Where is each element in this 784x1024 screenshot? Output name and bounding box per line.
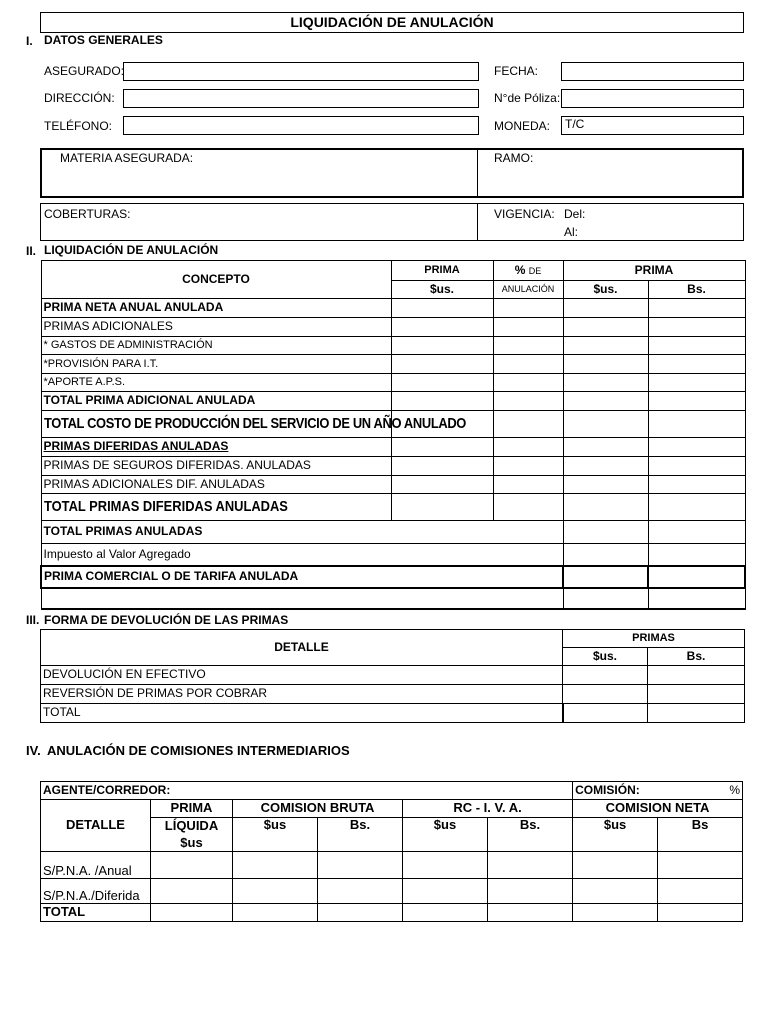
row-label: * GASTOS DE ADMINISTRACIÓN (41, 337, 391, 355)
cell[interactable] (648, 494, 745, 521)
table-row (41, 392, 745, 411)
cell[interactable] (563, 438, 648, 457)
cell[interactable] (151, 879, 233, 904)
label-asegurado: ASEGURADO: (44, 64, 125, 78)
cell[interactable] (648, 588, 745, 609)
cell[interactable] (648, 666, 745, 685)
cell[interactable] (563, 457, 648, 476)
comision-label: COMISIÓN: (575, 782, 640, 797)
header-prima-us: $us (180, 834, 203, 850)
cell[interactable] (563, 685, 648, 704)
empty-row-label (41, 588, 563, 609)
row-label: PRIMA NETA ANUAL ANULADA (41, 299, 391, 318)
header-bs: Bs. (648, 648, 745, 666)
header-prima-group: PRIMA (563, 261, 745, 281)
cell[interactable] (563, 566, 648, 588)
cell[interactable] (318, 904, 403, 922)
row-label: TOTAL (41, 904, 151, 922)
cell[interactable] (648, 355, 745, 374)
row-label: TOTAL PRIMA ADICIONAL ANULADA (41, 392, 391, 411)
cell[interactable] (151, 852, 233, 879)
table-row (41, 374, 745, 392)
cell[interactable] (391, 355, 493, 374)
cell[interactable] (493, 374, 563, 392)
cell[interactable] (563, 666, 648, 685)
cell[interactable] (403, 904, 488, 922)
label-materia[interactable]: MATERIA ASEGURADA: (60, 151, 194, 165)
poliza-field[interactable] (561, 89, 744, 108)
table-row (41, 904, 743, 922)
cell[interactable] (563, 704, 648, 723)
cell[interactable] (563, 374, 648, 392)
cell[interactable] (648, 521, 745, 544)
cell[interactable] (563, 588, 648, 609)
cell[interactable] (563, 299, 648, 318)
label-ramo[interactable]: RAMO: (494, 151, 534, 165)
header-pct (493, 261, 563, 281)
materia-ramo-divider (477, 148, 478, 198)
cell[interactable] (493, 299, 563, 318)
header-comision-neta: COMISION NETA (573, 800, 743, 818)
cell[interactable] (233, 852, 318, 879)
telefono-field[interactable] (123, 116, 479, 135)
cell[interactable] (391, 299, 493, 318)
row-label: PRIMAS DE SEGUROS DIFERIDAS. ANULADAS (41, 457, 391, 476)
table-row (41, 685, 745, 704)
table-row (41, 521, 745, 544)
header-rc-bs: Bs. (488, 818, 573, 852)
section-4-title: ANULACIÓN DE COMISIONES INTERMEDIARIOS (47, 743, 350, 758)
cell[interactable] (318, 879, 403, 904)
cell[interactable] (488, 879, 573, 904)
cell[interactable] (493, 494, 563, 521)
comision-pct: % (729, 782, 741, 797)
cell[interactable] (658, 852, 743, 879)
cell[interactable] (151, 904, 233, 922)
header-rc-iva: RC - I. V. A. (403, 800, 573, 818)
table-row (41, 879, 743, 904)
cell[interactable] (563, 411, 648, 438)
row-label: PRIMAS DIFERIDAS ANULADAS (41, 438, 391, 457)
devolucion-table (40, 629, 745, 723)
cell[interactable] (391, 392, 493, 411)
header-us: $us. (563, 648, 648, 666)
header-liquida: LÍQUIDA (164, 818, 219, 834)
row-label: *APORTE A.P.S. (41, 374, 391, 392)
header-prima: PRIMA (391, 261, 493, 281)
cell[interactable] (573, 879, 658, 904)
cell[interactable] (648, 476, 745, 494)
cell[interactable] (563, 392, 648, 411)
cell[interactable] (658, 904, 743, 922)
row-label-text: TOTAL COSTO DE PRODUCCIÓN DEL SERVICIO DE UN AÑO ANULADO (43, 414, 466, 432)
row-label (41, 411, 466, 438)
row-label-text: TOTAL PRIMAS DIFERIDAS ANULADAS (43, 497, 288, 515)
cell[interactable] (563, 521, 648, 544)
cell[interactable] (403, 879, 488, 904)
cell[interactable] (563, 318, 648, 337)
label-vigencia: VIGENCIA: (494, 207, 555, 221)
header-neta-us: $us (573, 818, 658, 852)
header-bs: Bs. (648, 281, 745, 299)
header-neta-bs: Bs (658, 818, 743, 852)
row-label (41, 494, 391, 521)
fecha-field[interactable] (561, 62, 744, 81)
cell[interactable] (648, 299, 745, 318)
cell[interactable] (648, 337, 745, 355)
label-telefono: TELÉFONO: (44, 119, 113, 133)
table-row (41, 666, 745, 685)
label-coberturas[interactable]: COBERTURAS: (44, 207, 131, 221)
table-row (41, 566, 745, 588)
comisiones-table (40, 781, 743, 922)
section-2-number: II. (26, 244, 37, 258)
section-1-title: DATOS GENERALES (44, 33, 163, 47)
table-row (41, 411, 745, 438)
header-bruta-bs: Bs. (318, 818, 403, 852)
cell[interactable] (488, 852, 573, 879)
cell[interactable] (391, 494, 493, 521)
cell[interactable] (391, 476, 493, 494)
cell[interactable] (648, 685, 745, 704)
pct-de: DE (528, 265, 542, 276)
table-row (41, 494, 745, 521)
cell[interactable] (493, 476, 563, 494)
row-label: TOTAL (41, 704, 563, 723)
cell[interactable] (493, 355, 563, 374)
section-4-number: IV. (26, 743, 41, 758)
liquidacion-table (40, 260, 746, 610)
section-3-number: III. (26, 613, 40, 627)
row-label: PRIMA COMERCIAL O DE TARIFA ANULADA (41, 566, 563, 588)
header-prima-us: $us. (391, 281, 493, 299)
moneda-value: T/C (565, 117, 585, 131)
label-del[interactable]: Del: (564, 207, 586, 221)
cell[interactable] (573, 852, 658, 879)
header-comision-bruta: COMISION BRUTA (233, 800, 403, 818)
cell[interactable] (493, 457, 563, 476)
row-label: Impuesto al Valor Agregado (41, 544, 563, 566)
row-label: *PROVISIÓN PARA I.T. (41, 355, 391, 374)
header-detalle: DETALLE (41, 630, 563, 666)
cell[interactable] (648, 566, 745, 588)
cell[interactable] (488, 904, 573, 922)
row-label: S/P.N.A./Diferida (41, 879, 151, 904)
cell[interactable] (648, 392, 745, 411)
row-label: S/P.N.A. /Anual (41, 852, 151, 879)
table-row (41, 438, 745, 457)
table-row (41, 457, 745, 476)
row-label: TOTAL PRIMAS ANULADAS (41, 521, 563, 544)
row-label: PRIMAS ADICIONALES (41, 318, 391, 337)
cell[interactable] (648, 704, 745, 723)
cell[interactable] (318, 852, 403, 879)
cell[interactable] (573, 904, 658, 922)
row-label: DEVOLUCIÓN EN EFECTIVO (41, 666, 563, 685)
label-poliza: N°de Póliza: (494, 91, 561, 105)
section-1-number: I. (26, 34, 33, 48)
cell[interactable] (493, 337, 563, 355)
header-concepto: CONCEPTO (41, 261, 391, 299)
page-title: LIQUIDACIÓN DE ANULACIÓN (290, 14, 494, 30)
header-anulacion: ANULACIÓN (493, 281, 563, 299)
header-bruta-us: $us (233, 818, 318, 852)
cell[interactable] (648, 544, 745, 566)
cell[interactable] (233, 904, 318, 922)
cell[interactable] (233, 879, 318, 904)
cell[interactable] (403, 852, 488, 879)
label-moneda: MONEDA: (494, 119, 551, 133)
cell[interactable] (658, 879, 743, 904)
header-detalle: DETALLE (41, 800, 151, 852)
table-row (41, 704, 745, 723)
cell[interactable] (493, 438, 563, 457)
cell[interactable] (391, 457, 493, 476)
cell[interactable] (391, 374, 493, 392)
cell[interactable] (563, 476, 648, 494)
coberturas-box (40, 203, 744, 241)
cell[interactable] (493, 411, 563, 438)
cell[interactable] (648, 318, 745, 337)
moneda-field[interactable] (561, 116, 744, 135)
label-direccion: DIRECCIÓN: (44, 91, 115, 105)
table-row (41, 318, 745, 337)
cell[interactable] (648, 411, 745, 438)
cell[interactable] (648, 374, 745, 392)
table-row (41, 852, 743, 879)
label-al[interactable]: Al: (564, 225, 579, 239)
header-primas: PRIMAS (563, 630, 745, 648)
row-label: PRIMAS ADICIONALES DIF. ANULADAS (41, 476, 391, 494)
cell[interactable] (493, 318, 563, 337)
cell[interactable] (391, 318, 493, 337)
direccion-field[interactable] (123, 89, 479, 108)
pct-symbol: % (514, 262, 526, 277)
agente-label[interactable]: AGENTE/CORREDOR: (41, 782, 573, 800)
header-us: $us. (563, 281, 648, 299)
cell[interactable] (563, 544, 648, 566)
table-row (41, 355, 745, 374)
section-2-title: LIQUIDACIÓN DE ANULACIÓN (44, 243, 219, 257)
table-row (41, 544, 745, 566)
table-row (41, 337, 745, 355)
coberturas-divider (477, 203, 478, 241)
asegurado-field[interactable] (123, 62, 479, 81)
cell[interactable] (391, 438, 493, 457)
row-label: REVERSIÓN DE PRIMAS POR COBRAR (41, 685, 563, 704)
header-rc-us: $us (403, 818, 488, 852)
table-row (41, 299, 745, 318)
cell[interactable] (563, 494, 648, 521)
label-fecha: FECHA: (494, 64, 539, 78)
cell[interactable] (648, 457, 745, 476)
comision-cell[interactable] (573, 782, 743, 800)
table-row (41, 476, 745, 494)
cell[interactable] (648, 438, 745, 457)
section-3-title: FORMA DE DEVOLUCIÓN DE LAS PRIMAS (44, 613, 289, 627)
cell[interactable] (563, 355, 648, 374)
cell[interactable] (563, 337, 648, 355)
header-prima: PRIMA (151, 800, 233, 818)
cell[interactable] (391, 337, 493, 355)
table-row (41, 588, 745, 609)
cell[interactable] (493, 392, 563, 411)
header-prima-liquida (151, 818, 233, 852)
